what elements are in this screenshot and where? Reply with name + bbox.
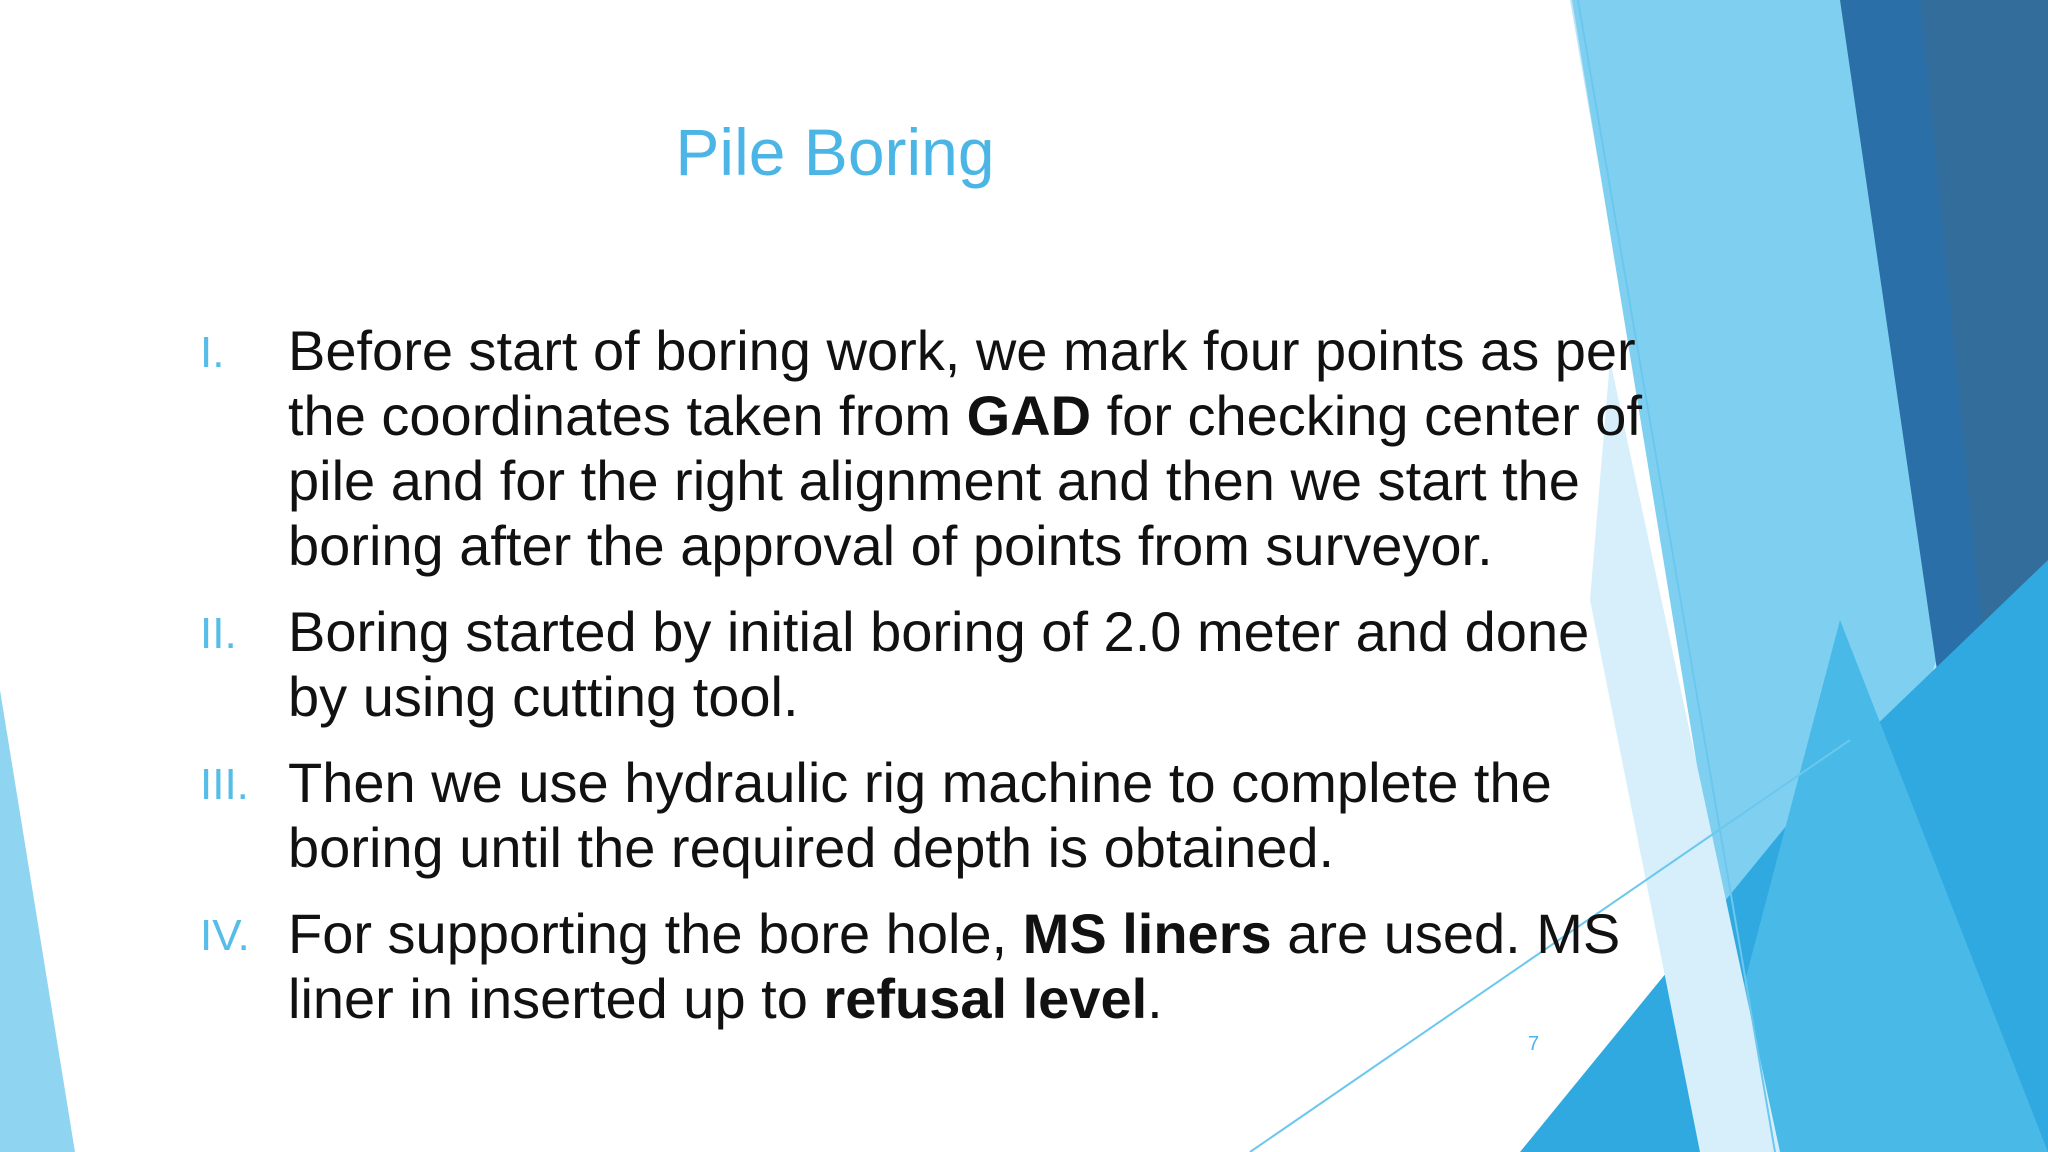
list-item-text	[288, 750, 1660, 880]
list-item	[200, 750, 1660, 880]
left-edge-shape	[0, 690, 75, 1152]
text-segment: are used. MS liner in inserted up to	[288, 902, 1621, 1030]
text-segment: Then we use hydraulic rig machine to complete the boring until the required depth is obtained.	[288, 751, 1552, 879]
list-item	[200, 901, 1660, 1031]
list-numeral: III.	[200, 760, 249, 809]
text-segment: for checking center of pile and for the right alignment and then we start the boring after the approval of points from surveyor.	[288, 384, 1642, 577]
text-segment: .	[1147, 967, 1163, 1030]
list-numeral: I.	[200, 328, 225, 377]
bold-term: GAD	[966, 384, 1092, 447]
page-number: 7	[1528, 1033, 1540, 1055]
list-item	[200, 599, 1660, 729]
text-segment: Boring started by initial boring of 2.0 meter and done by using cutting tool.	[288, 600, 1590, 728]
bold-term: refusal level	[823, 967, 1148, 1030]
list-item-text	[288, 901, 1660, 1031]
list-item-text	[288, 318, 1660, 578]
bold-term: MS liners	[1022, 902, 1272, 965]
list-numeral: II.	[200, 609, 237, 658]
slide-title: Pile Boring	[675, 115, 995, 189]
list-item-text	[288, 599, 1660, 729]
list-item	[200, 318, 1660, 578]
list-numeral: IV.	[200, 911, 250, 960]
text-segment: Before start of boring work, we mark four points as per the coordinates taken from	[288, 319, 1636, 447]
text-segment: For supporting the bore hole,	[288, 902, 1023, 965]
numbered-list	[200, 318, 1660, 1052]
